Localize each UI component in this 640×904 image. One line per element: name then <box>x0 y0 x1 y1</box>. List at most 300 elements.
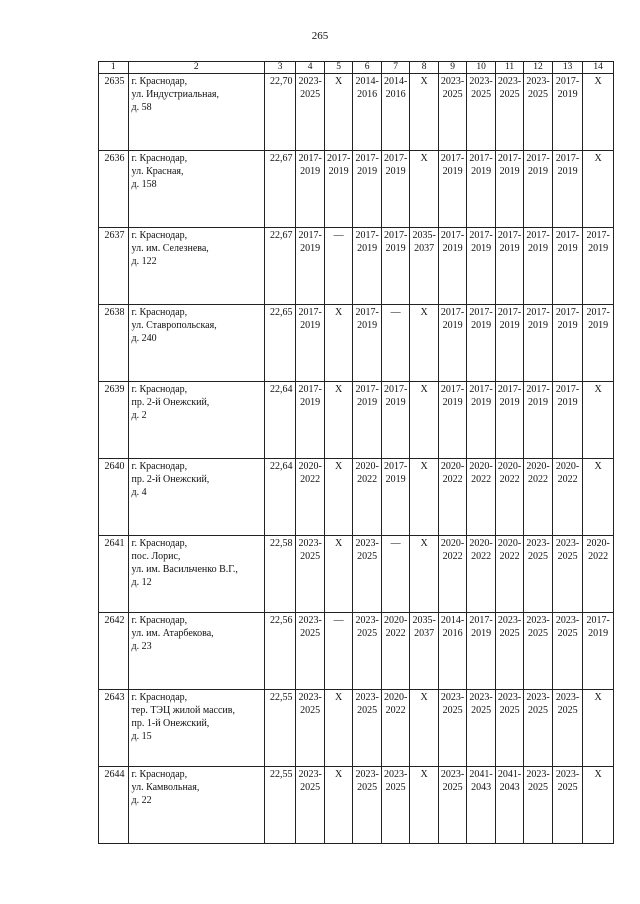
address-line: ул. Индустриальная, <box>131 89 219 100</box>
header-cell: 7 <box>381 62 409 74</box>
period-line: 2022 <box>557 474 578 485</box>
area-cell: 22,67 <box>264 151 296 228</box>
period-cell <box>410 382 438 459</box>
table-row <box>99 151 614 228</box>
period-line: 2017- <box>497 230 522 241</box>
address-cell <box>128 690 264 767</box>
area-cell: 22,65 <box>264 305 296 382</box>
period-cell <box>410 767 438 844</box>
period-line: 2022 <box>385 705 406 716</box>
period-line: 2019 <box>442 397 463 408</box>
period-line: 2035- <box>412 615 436 626</box>
period-line: 2043 <box>499 782 520 793</box>
period-cell <box>467 690 495 767</box>
address-cell <box>128 228 264 305</box>
period-cell <box>324 74 352 151</box>
period-cell <box>353 536 381 613</box>
address-line: г. Краснодар, <box>131 230 188 241</box>
period-line: 2023- <box>526 692 550 703</box>
period-cell <box>552 305 583 382</box>
period-line: 2019 <box>300 166 321 177</box>
address-cell <box>128 613 264 690</box>
address-line: г. Краснодар, <box>131 307 188 318</box>
period-line: 2023- <box>383 769 408 780</box>
period-line: 2022 <box>385 628 406 639</box>
address-line: д. 12 <box>131 577 152 588</box>
period-line: 2041- <box>469 769 493 780</box>
address-line: ул. Ставропольская, <box>131 320 217 331</box>
address-line: пр. 2-й Онежский, <box>131 397 210 408</box>
period-line: 2014- <box>355 76 379 87</box>
table-row <box>99 767 614 844</box>
period-cell <box>495 382 523 459</box>
period-line: — <box>333 230 344 241</box>
period-cell <box>438 767 466 844</box>
period-line: 2019 <box>385 474 406 485</box>
period-line: 2019 <box>442 166 463 177</box>
period-cell <box>381 459 409 536</box>
period-cell <box>495 459 523 536</box>
period-line: 2025 <box>442 89 463 100</box>
period-line: 2035- <box>412 230 436 241</box>
period-line: 2017- <box>586 307 610 318</box>
period-line: 2017- <box>497 153 522 164</box>
period-line: 2019 <box>499 166 520 177</box>
period-line: 2025 <box>442 782 463 793</box>
address-cell <box>128 74 264 151</box>
period-line: 2022 <box>442 474 463 485</box>
address-line: д. 23 <box>131 641 152 652</box>
address-line: д. 2 <box>131 410 147 421</box>
period-line: — <box>390 307 401 318</box>
period-line: 2020- <box>355 461 379 472</box>
period-cell <box>583 151 614 228</box>
period-cell <box>410 151 438 228</box>
period-line: 2023- <box>555 615 580 626</box>
header-cell: 12 <box>524 62 552 74</box>
period-line: 2019 <box>588 628 609 639</box>
period-cell <box>353 305 381 382</box>
period-line: 2022 <box>471 474 492 485</box>
period-cell <box>381 382 409 459</box>
address-line: г. Краснодар, <box>131 153 188 164</box>
period-line: 2019 <box>442 320 463 331</box>
period-cell <box>438 536 466 613</box>
address-cell <box>128 382 264 459</box>
period-cell <box>353 690 381 767</box>
address-cell <box>128 459 264 536</box>
period-cell <box>381 74 409 151</box>
area-cell: 22,67 <box>264 228 296 305</box>
period-cell <box>552 536 583 613</box>
period-cell <box>381 305 409 382</box>
period-line: 2020- <box>555 461 580 472</box>
period-cell <box>467 613 495 690</box>
period-line: 2014- <box>440 615 465 626</box>
period-line: 2023- <box>298 538 322 549</box>
period-cell <box>381 151 409 228</box>
period-cell <box>296 613 324 690</box>
period-line: 2016 <box>385 89 406 100</box>
table-row <box>99 305 614 382</box>
period-cell <box>324 690 352 767</box>
period-cell <box>467 382 495 459</box>
period-line: 2025 <box>471 705 492 716</box>
address-line: г. Краснодар, <box>131 769 188 780</box>
period-line: 2017- <box>469 307 493 318</box>
period-line: 2023- <box>555 538 580 549</box>
row-number-cell: 2643 <box>99 690 129 767</box>
period-cell <box>410 459 438 536</box>
header-cell: 8 <box>410 62 438 74</box>
period-line: 2025 <box>300 628 321 639</box>
period-line: 2023- <box>526 76 550 87</box>
period-line: 2023- <box>298 615 322 626</box>
period-cell <box>410 74 438 151</box>
period-line: 2020- <box>440 538 465 549</box>
period-cell <box>524 690 552 767</box>
period-line: 2019 <box>471 166 492 177</box>
header-cell: 3 <box>264 62 296 74</box>
address-line: тер. ТЭЦ жилой массив, <box>131 705 236 716</box>
period-cell <box>495 690 523 767</box>
period-line: 2025 <box>471 89 492 100</box>
period-line: 2022 <box>442 551 463 562</box>
address-line: пос. Лорис, <box>131 551 181 562</box>
period-cell <box>381 613 409 690</box>
period-cell <box>524 228 552 305</box>
period-line: 2019 <box>588 243 609 254</box>
period-line: 2019 <box>499 320 520 331</box>
period-cell <box>296 74 324 151</box>
address-line: ул. им. Васильченко В.Г., <box>131 564 238 575</box>
period-line: 2022 <box>357 474 378 485</box>
period-line: 2025 <box>557 628 578 639</box>
period-cell <box>552 613 583 690</box>
period-cell <box>552 151 583 228</box>
address-line: д. 122 <box>131 256 157 267</box>
address-line: г. Краснодар, <box>131 461 188 472</box>
period-line: 2017- <box>298 384 322 395</box>
period-cell <box>467 74 495 151</box>
period-line: 2025 <box>528 628 549 639</box>
address-line: пр. 2-й Онежский, <box>131 474 210 485</box>
period-line: 2023- <box>355 538 379 549</box>
period-cell <box>438 459 466 536</box>
period-line: 2017- <box>555 384 580 395</box>
period-line: 2023- <box>497 76 522 87</box>
period-line: 2023- <box>355 615 379 626</box>
address-line: г. Краснодар, <box>131 615 188 626</box>
period-line: X <box>594 153 602 164</box>
period-line: 2025 <box>385 782 406 793</box>
period-line: 2019 <box>385 166 406 177</box>
period-line: 2019 <box>528 397 549 408</box>
period-line: 2023- <box>469 76 493 87</box>
address-cell <box>128 536 264 613</box>
period-line: 2025 <box>300 705 321 716</box>
period-line: 2017- <box>355 153 379 164</box>
period-cell <box>438 382 466 459</box>
period-line: 2016 <box>442 628 463 639</box>
address-cell <box>128 151 264 228</box>
period-cell <box>495 767 523 844</box>
address-line: д. 158 <box>131 179 157 190</box>
period-line: 2025 <box>557 705 578 716</box>
period-cell <box>324 613 352 690</box>
header-cell: 5 <box>324 62 352 74</box>
table-row <box>99 459 614 536</box>
period-cell <box>467 536 495 613</box>
period-cell <box>296 690 324 767</box>
period-line: 2017- <box>298 307 322 318</box>
period-line: 2017- <box>440 230 465 241</box>
period-line: 2017- <box>440 307 465 318</box>
period-cell <box>381 228 409 305</box>
period-line: 2025 <box>442 705 463 716</box>
period-cell <box>495 151 523 228</box>
period-cell <box>353 459 381 536</box>
period-line: 2025 <box>357 551 378 562</box>
period-cell <box>438 690 466 767</box>
period-cell <box>353 228 381 305</box>
period-cell <box>324 305 352 382</box>
period-line: 2019 <box>528 166 549 177</box>
period-line: 2017- <box>526 153 550 164</box>
period-cell <box>296 305 324 382</box>
period-cell <box>410 690 438 767</box>
table-row <box>99 536 614 613</box>
period-cell <box>296 228 324 305</box>
period-cell <box>324 459 352 536</box>
period-cell <box>583 536 614 613</box>
area-cell: 22,64 <box>264 382 296 459</box>
header-cell: 1 <box>99 62 129 74</box>
period-line: X <box>335 76 343 87</box>
period-cell <box>324 382 352 459</box>
period-cell <box>438 305 466 382</box>
period-line: X <box>335 538 343 549</box>
period-line: — <box>390 538 401 549</box>
area-cell: 22,64 <box>264 459 296 536</box>
period-line: 2017- <box>555 307 580 318</box>
period-line: 2019 <box>385 243 406 254</box>
period-cell <box>552 382 583 459</box>
period-line: 2019 <box>557 397 578 408</box>
period-cell <box>583 228 614 305</box>
period-line: 2023- <box>555 769 580 780</box>
period-line: X <box>420 76 428 87</box>
period-line: 2022 <box>528 474 549 485</box>
period-line: 2017- <box>526 307 550 318</box>
period-cell <box>324 536 352 613</box>
address-line: пр. 1-й Онежский, <box>131 718 210 729</box>
period-line: X <box>594 384 602 395</box>
period-cell <box>353 613 381 690</box>
period-cell <box>552 459 583 536</box>
period-line: 2023- <box>526 769 550 780</box>
period-cell <box>438 151 466 228</box>
period-line: 2017- <box>355 230 379 241</box>
period-cell <box>410 305 438 382</box>
row-number-cell: 2636 <box>99 151 129 228</box>
period-line: X <box>335 307 343 318</box>
period-cell <box>296 459 324 536</box>
row-number-cell: 2642 <box>99 613 129 690</box>
period-line: 2019 <box>528 243 549 254</box>
period-line: 2037 <box>414 628 435 639</box>
page-number: 265 <box>311 30 329 42</box>
period-line: 2020- <box>298 461 322 472</box>
period-cell <box>524 613 552 690</box>
address-line: г. Краснодар, <box>131 76 188 87</box>
period-cell <box>410 228 438 305</box>
table-row <box>99 382 614 459</box>
period-line: 2023- <box>440 76 465 87</box>
period-line: 2025 <box>528 705 549 716</box>
period-line: 2017- <box>469 230 493 241</box>
period-cell <box>296 767 324 844</box>
period-line: 2019 <box>588 320 609 331</box>
period-line: 2020- <box>469 538 493 549</box>
address-line: д. 15 <box>131 731 152 742</box>
address-line: д. 58 <box>131 102 152 113</box>
row-number-cell: 2635 <box>99 74 129 151</box>
period-line: 2017- <box>555 230 580 241</box>
period-line: 2019 <box>357 397 378 408</box>
period-cell <box>495 613 523 690</box>
period-cell <box>583 690 614 767</box>
period-cell <box>552 690 583 767</box>
period-cell <box>524 382 552 459</box>
period-line: 2020- <box>497 461 522 472</box>
period-line: 2025 <box>528 551 549 562</box>
header-cell: 4 <box>296 62 324 74</box>
period-line: 2017- <box>497 384 522 395</box>
period-line: 2025 <box>300 89 321 100</box>
period-line: — <box>333 615 344 626</box>
row-number-cell: 2644 <box>99 767 129 844</box>
period-line: 2025 <box>557 782 578 793</box>
period-line: 2022 <box>588 551 609 562</box>
period-line: 2017- <box>526 384 550 395</box>
period-line: 2020- <box>383 615 408 626</box>
period-line: 2019 <box>471 397 492 408</box>
period-line: 2025 <box>557 551 578 562</box>
period-cell <box>583 459 614 536</box>
period-line: X <box>420 153 428 164</box>
area-cell: 22,55 <box>264 690 296 767</box>
address-line: г. Краснодар, <box>131 692 188 703</box>
period-cell <box>552 228 583 305</box>
table-row <box>99 74 614 151</box>
period-line: 2019 <box>442 243 463 254</box>
period-line: 2017- <box>555 76 580 87</box>
period-line: 2017- <box>298 153 322 164</box>
period-line: X <box>420 461 428 472</box>
period-line: 2017- <box>383 153 408 164</box>
period-line: 2020- <box>440 461 465 472</box>
period-cell <box>324 767 352 844</box>
period-line: 2025 <box>499 705 520 716</box>
area-cell: 22,56 <box>264 613 296 690</box>
period-line: 2023- <box>497 692 522 703</box>
period-line: 2019 <box>471 628 492 639</box>
period-line: 2022 <box>499 551 520 562</box>
period-cell <box>381 690 409 767</box>
period-line: 2019 <box>300 397 321 408</box>
address-cell <box>128 767 264 844</box>
period-line: 2019 <box>357 320 378 331</box>
period-line: 2017- <box>326 153 351 164</box>
address-line: ул. им. Селезнева, <box>131 243 209 254</box>
period-line: 2017- <box>440 384 465 395</box>
period-line: 2019 <box>385 397 406 408</box>
period-cell <box>353 382 381 459</box>
period-line: 2025 <box>499 89 520 100</box>
period-cell <box>467 151 495 228</box>
period-cell <box>467 767 495 844</box>
period-cell <box>438 74 466 151</box>
period-cell <box>583 74 614 151</box>
period-cell <box>495 305 523 382</box>
period-line: 2019 <box>499 243 520 254</box>
period-cell <box>353 767 381 844</box>
address-line: д. 240 <box>131 333 157 344</box>
table-row <box>99 690 614 767</box>
period-line: 2017- <box>355 384 379 395</box>
period-line: 2023- <box>555 692 580 703</box>
header-cell: 14 <box>583 62 614 74</box>
area-cell: 22,70 <box>264 74 296 151</box>
period-line: X <box>335 384 343 395</box>
period-line: 2025 <box>528 89 549 100</box>
period-cell <box>410 536 438 613</box>
period-line: 2020- <box>383 692 408 703</box>
period-line: X <box>594 76 602 87</box>
period-cell <box>552 767 583 844</box>
period-cell <box>495 74 523 151</box>
period-cell <box>583 613 614 690</box>
table-row <box>99 228 614 305</box>
period-cell <box>324 151 352 228</box>
row-number-cell: 2640 <box>99 459 129 536</box>
period-line: 2017- <box>469 153 493 164</box>
period-line: 2023- <box>355 769 379 780</box>
row-number-cell: 2637 <box>99 228 129 305</box>
period-line: X <box>420 769 428 780</box>
area-cell: 22,58 <box>264 536 296 613</box>
period-line: 2017- <box>586 230 610 241</box>
header-row <box>99 62 614 74</box>
period-line: 2019 <box>357 243 378 254</box>
period-line: 2043 <box>471 782 492 793</box>
period-line: 2017- <box>469 384 493 395</box>
period-cell <box>296 536 324 613</box>
period-cell <box>524 767 552 844</box>
period-line: 2019 <box>528 320 549 331</box>
period-line: 2019 <box>557 243 578 254</box>
header-cell: 9 <box>438 62 466 74</box>
period-line: 2017- <box>383 461 408 472</box>
period-cell <box>324 228 352 305</box>
period-line: 2023- <box>355 692 379 703</box>
period-line: 2023- <box>298 692 322 703</box>
period-line: 2016 <box>357 89 378 100</box>
period-cell <box>524 459 552 536</box>
period-line: 2019 <box>300 320 321 331</box>
period-line: 2025 <box>499 628 520 639</box>
